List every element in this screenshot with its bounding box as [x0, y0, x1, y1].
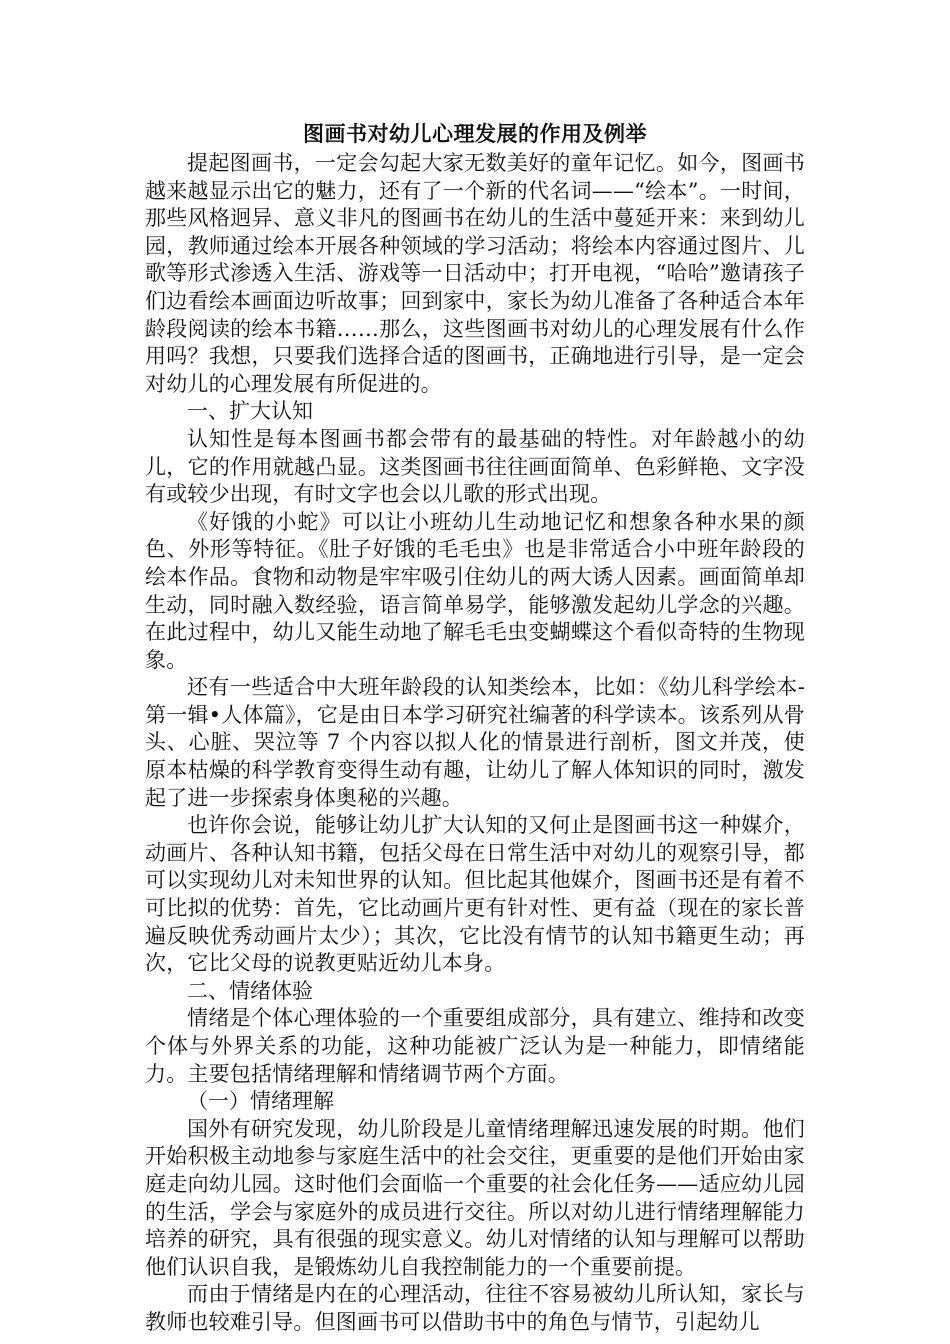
paragraph-emotion-research: 国外有研究发现，幼儿阶段是儿童情绪理解迅速发展的时期。他们开始积极主动地参与家庭生活中的社会交往，更重要的是他们开始由家庭走向幼儿园。这时他们会面临一个重要的社会化任务——适应幼儿园的生活，学会与家庭外的成员进行交往。所以对幼儿进行情绪理解能力培养的研究，具有很强的现实意义。幼儿对情绪的认知与理解可以帮助他们认识自我，是锻炼幼儿自我控制能力的一个重要前提。: [145, 1116, 805, 1279]
document-title: 图画书对幼儿心理发展的作用及例举: [303, 121, 647, 146]
paragraph-cognition-science-books: 还有一些适合中大班年龄段的认知类绘本，比如：《幼儿科学绘本-第一辑•人体篇》，它是由日本学习研究社编著的科学读本。该系列从骨头、心脏、哭泣等 7 个内容以拟人化的情景进行剖析，图文并茂，使原本枯燥的科学教育变得生动有趣，让幼儿了解人体知识的同时，激发起了进一步探索身体奥秘的兴趣。: [145, 675, 805, 810]
paragraph-cognition-examples: 《好饿的小蛇》可以让小班幼儿生动地记忆和想象各种水果的颜色、外形等特征。《肚子好饿的毛毛虫》也是非常适合小中班年龄段的绘本作品。食物和动物是牢牢吸引住幼儿的两大诱人因素。画面简单却生动，同时融入数经验，语言简单易学，能够激发起幼儿学念的兴趣。在此过程中，幼儿又能生动地了解毛毛虫变蝴蝶这个看似奇特的生物现象。: [145, 509, 805, 672]
paragraph-cognition-advantages: 也许你会说，能够让幼儿扩大认知的又何止是图画书这一种媒介，动画片、各种认知书籍，包括父母在日常生活中对幼儿的观察引导，都可以实现幼儿对未知世界的认知。但比起其他媒介，图画书还是有着不可比拟的优势：首先，它比动画片更有针对性、更有益（现在的家长普遍反映优秀动画片太少）；其次，它比没有情节的认知书籍更生动；再次，它比父母的说教更贴近幼儿本身。: [145, 813, 805, 976]
paragraph-intro: 提起图画书，一定会勾起大家无数美好的童年记忆。如今，图画书越来越显示出它的魅力，还有了一个新的代名词——“绘本”。一时间，那些风格迥异、意义非凡的图画书在幼儿的生活中蔓延开来：来到幼儿园，教师通过绘本开展各种领域的学习活动；将绘本内容通过图片、儿歌等形式渗透入生活、游戏等一日活动中；打开电视，“哈哈”邀请孩子们边看绘本画面边听故事；回到家中，家长为幼儿准备了各种适合本年龄段阅读的绘本书籍……那么，这些图画书对幼儿的心理发展有什么作用吗？我想，只要我们选择合适的图画书，正确地进行引导，是一定会对幼儿的心理发展有所促进的。: [145, 151, 805, 396]
section-heading-cognition: 一、扩大认知: [187, 399, 313, 424]
paragraph-cognition-basics: 认知性是每本图画书都会带有的最基础的特性。对年龄越小的幼儿，它的作用就越凸显。这类图画书往往画面简单、色彩鲜艳、文字没有或较少出现，有时文字也会以儿歌的形式出现。: [145, 426, 805, 507]
paragraph-emotion-definition: 情绪是个体心理体验的一个重要组成部分，具有建立、维持和改变个体与外界关系的功能，这种功能被广泛认为是一种能力，即情绪能力。主要包括情绪理解和情绪调节两个方面。: [145, 1006, 805, 1086]
section-heading-emotion: 二、情绪体验: [187, 978, 313, 1003]
subsection-heading-emotion-understanding: （一）情绪理解: [187, 1089, 334, 1114]
document-page: [145, 120, 805, 1337]
paragraph-emotion-picture-books: 而由于情绪是内在的心理活动，往往不容易被幼儿所认知，家长与教师也较难引导。但图画书可以借助书中的角色与情节，引起幼儿: [145, 1282, 805, 1334]
